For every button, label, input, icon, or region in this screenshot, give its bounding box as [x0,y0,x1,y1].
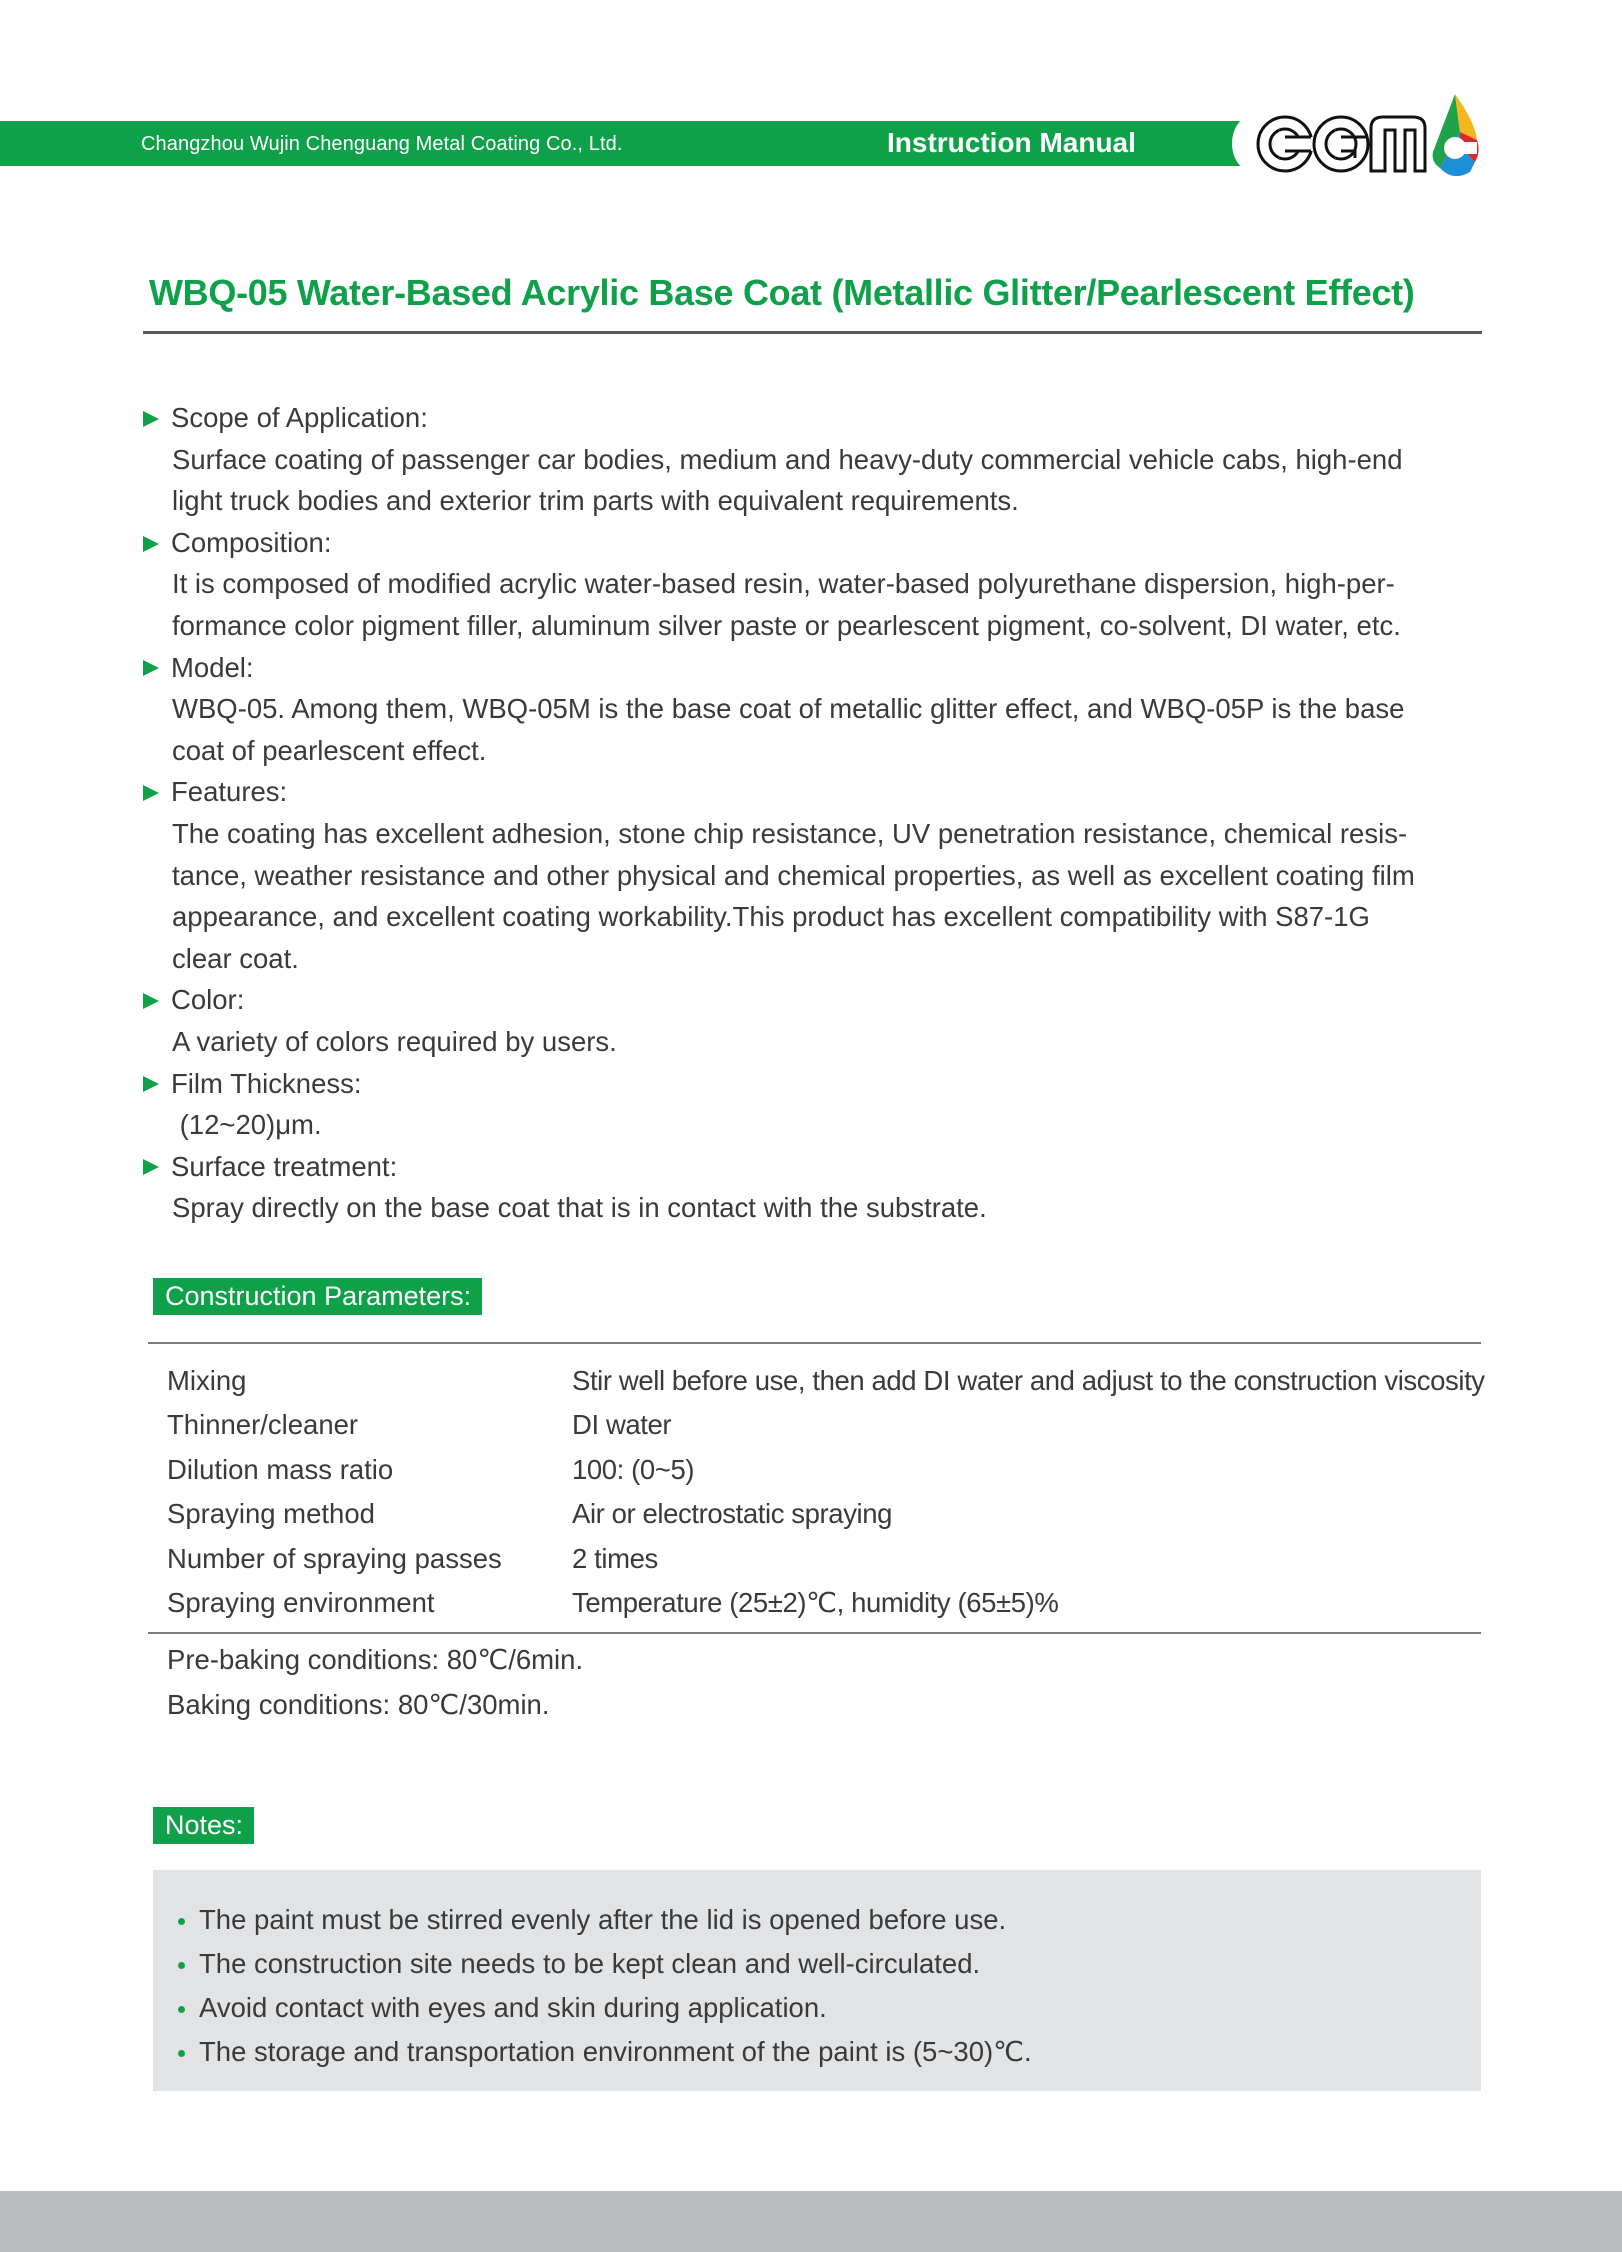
table-row [167,1581,1487,1625]
section-features [143,771,1488,979]
note-text: The storage and transportation environment of the paint is (5~30)℃. [199,2036,1032,2067]
company-name: Changzhou Wujin Chenguang Metal Coating Co., Ltd. [141,133,623,155]
table-row [167,1537,1487,1581]
arrow-bullet-icon [143,1076,159,1092]
pre-baking-conditions: Pre-baking conditions: 80℃/6min. [167,1644,584,1675]
section-text: WBQ-05. Among them, WBQ-05M is the base coat of metallic glitter effect, and WBQ-05P is the base [172,693,1405,725]
section-heading: Model: [171,651,254,683]
table-top-rule [148,1342,1481,1344]
section-text: Surface coating of passenger car bodies, medium and heavy-duty commercial vehicle cabs, high-end [172,443,1403,475]
param-key: Mixing [167,1365,247,1396]
document-type: Instruction Manual [887,127,1136,158]
section-text: formance color pigment filler, aluminum silver paste or pearlescent pigment, co-solvent, DI water, etc. [172,609,1401,641]
baking-conditions [167,1637,583,1727]
arrow-bullet-icon [143,536,159,552]
notes-label: Notes: [153,1807,254,1844]
notes-list [178,1898,1032,2074]
note-text: The construction site needs to be kept clean and well-circulated. [199,1948,981,1979]
list-item [178,1942,1032,1986]
bullet-dot-icon [178,1918,185,1925]
arrow-bullet-icon [143,993,159,1009]
cgm-logo [1255,92,1485,182]
table-row [167,1448,1487,1492]
section-text: The coating has excellent adhesion, stone chip resistance, UV penetration resistance, chemical resis- [172,817,1408,849]
section-heading: Composition: [171,526,332,558]
document-title: WBQ-05 Water-Based Acrylic Base Coat (Metallic Glitter/Pearlescent Effect) [149,272,1415,313]
section-text: It is composed of modified acrylic water-based resin, water-based polyurethane dispersion, high-per- [172,568,1395,600]
param-value: 2 times [572,1542,658,1574]
list-item [178,2030,1032,2074]
arrow-bullet-icon [143,1159,159,1175]
section-text: clear coat. [172,942,299,974]
section-heading: Film Thickness: [171,1067,362,1099]
section-text: (12~20)μm. [172,1109,322,1141]
color-drop-logo-icon [1255,92,1485,182]
param-value: Air or electrostatic spraying [572,1498,893,1530]
section-composition [143,522,1488,647]
param-key: Spraying method [167,1498,375,1530]
bullet-dot-icon [178,2050,185,2057]
section-model [143,647,1488,772]
section-text: coat of pearlescent effect. [172,734,487,766]
param-value: Temperature (25±2)℃, humidity (65±5)% [572,1587,1059,1619]
table-row [167,1359,1487,1403]
section-color [143,979,1488,1062]
arrow-bullet-icon [143,411,159,427]
section-surface-treatment [143,1146,1488,1229]
section-film-thickness [143,1063,1488,1146]
param-key: Spraying environment [167,1587,435,1619]
list-item [178,1986,1032,2030]
param-value: Stir well before use, then add DI water and adjust to the construction viscosity [572,1365,1485,1396]
baking-conditions-text: Baking conditions: 80℃/30min. [167,1689,550,1720]
notes-box [153,1870,1481,2091]
note-text: Avoid contact with eyes and skin during application. [199,1992,827,2023]
param-value: 100: (0~5) [572,1453,695,1485]
section-text: Spray directly on the base coat that is in contact with the substrate. [172,1192,987,1224]
title-divider [143,331,1482,334]
table-row [167,1492,1487,1536]
spec-sections [143,397,1488,1229]
bullet-dot-icon [178,2006,185,2013]
list-item [178,1898,1032,1942]
section-text: appearance, and excellent coating workability.This product has excellent compatibility with S87-1G [172,901,1370,933]
bullet-dot-icon [178,1962,185,1969]
param-key: Number of spraying passes [167,1542,502,1574]
section-heading: Features: [171,776,288,808]
section-scope [143,397,1488,522]
construction-parameters-label: Construction Parameters: [153,1278,482,1315]
note-text: The paint must be stirred evenly after the lid is opened before use. [199,1904,1007,1935]
param-value: DI water [572,1409,672,1441]
construction-parameters-table [167,1359,1487,1625]
section-text: A variety of colors required by users. [172,1025,617,1057]
section-heading: Surface treatment: [171,1150,398,1182]
section-heading: Scope of Application: [171,402,428,433]
param-key: Thinner/cleaner [167,1409,359,1441]
arrow-bullet-icon [143,785,159,801]
param-key: Dilution mass ratio [167,1453,394,1485]
arrow-bullet-icon [143,660,159,676]
table-bottom-rule [148,1632,1481,1634]
section-text: tance, weather resistance and other physical and chemical properties, as well as excellent coating film [172,859,1415,891]
table-row [167,1403,1487,1447]
section-text: light truck bodies and exterior trim parts with equivalent requirements. [172,485,1019,517]
section-heading: Color: [171,984,245,1016]
footer-band [0,2191,1622,2252]
